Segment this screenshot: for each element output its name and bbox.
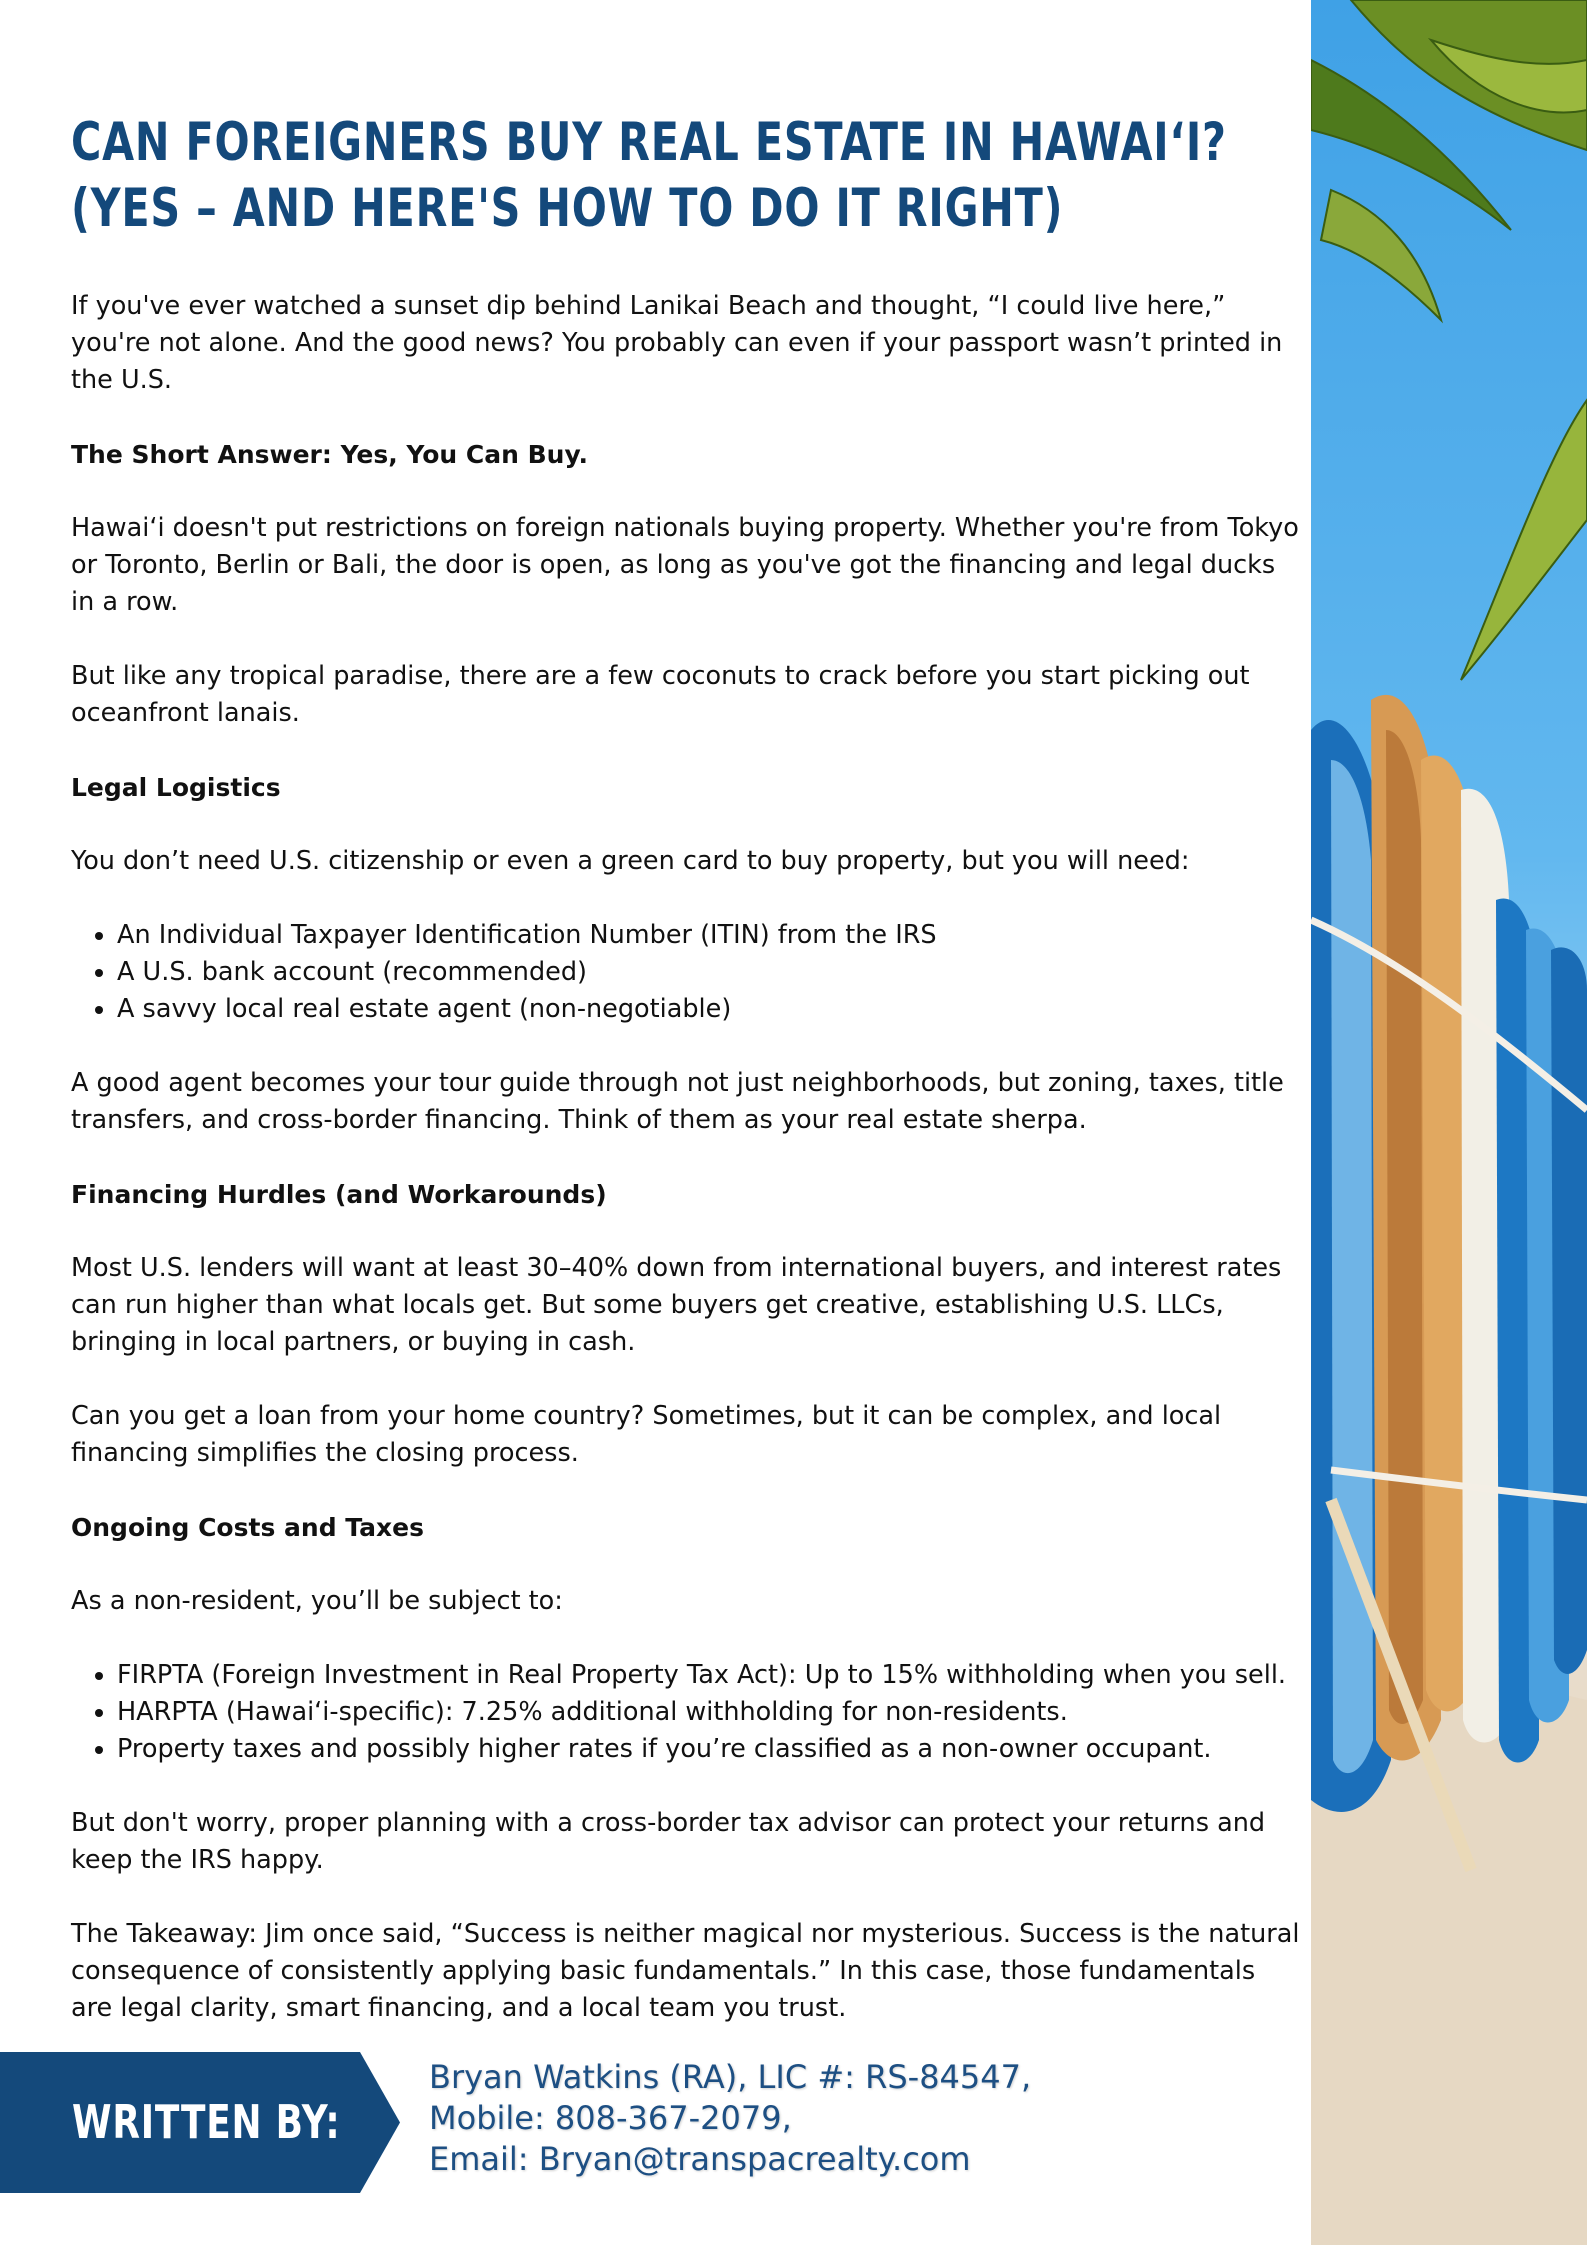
article-title [71, 110, 1241, 242]
list-item: • HARPTA (Hawai‘i-specific): 7.25% additional withholding for non-residents. [117, 1694, 1303, 1731]
author-name: Bryan Watkins (RA), LIC #: RS-84547, [429, 2058, 1032, 2096]
article-title-line-2: (YES – AND HERE'S HOW TO DO IT RIGHT) [71, 178, 1064, 239]
short-answer-heading: The Short Answer: Yes, You Can Buy. [71, 440, 588, 469]
written-by-label: WRITTEN BY: [72, 2095, 341, 2149]
list-item: • A savvy local real estate agent (non-negotiable) [117, 991, 1303, 1028]
intro-paragraph: If you've ever watched a sunset dip behind Lanikai Beach and thought, “I could live here,” you're not alone. And the good news? You probably can even if your passport wasn’t printed in the U.S. [71, 291, 1283, 395]
legal-paragraph-2: A good agent becomes your tour guide through not just neighborhoods, but zoning, taxes, title transfers, and cross-border financing. Think of them as your real estate sherpa. [71, 1068, 1284, 1135]
list-item: • A U.S. bank account (recommended) [117, 954, 1303, 991]
takeaway-paragraph: The Takeaway: Jim once said, “Success is neither magical nor mysterious. Success is the natural consequence of consistently applying basic fundamentals.” In this case, those fundamentals are legal clarity, smart financing, and a local team you trust. [71, 1919, 1300, 2023]
legal-paragraph-1: You don’t need U.S. citizenship or even a green card to buy property, but you will need: [71, 846, 1190, 876]
article [71, 110, 1303, 2064]
article-body [71, 288, 1303, 2027]
list-item: • Property taxes and possibly higher rates if you’re classified as a non-owner occupant. [117, 1731, 1303, 1768]
costs-paragraph-2: But don't worry, proper planning with a cross-border tax advisor can protect your returns and keep the IRS happy. [71, 1808, 1266, 1875]
list-item: • FIRPTA (Foreign Investment in Real Property Tax Act): Up to 15% withholding when you sell. [117, 1657, 1303, 1694]
financing-paragraph-2: Can you get a loan from your home country? Sometimes, but it can be complex, and local financing simplifies the closing process. [71, 1401, 1222, 1468]
author-email: Email: Bryan@transpacrealty.com [429, 2140, 971, 2178]
financing-heading: Financing Hurdles (and Workarounds) [71, 1180, 607, 1209]
author-mobile: Mobile: 808-367-2079, [429, 2099, 792, 2137]
list-item: • An Individual Taxpayer Identification Number (ITIN) from the IRS [117, 917, 1303, 954]
article-title-line-1: CAN FOREIGNERS BUY REAL ESTATE IN HAWAI‘I? [71, 112, 1227, 173]
costs-list [71, 1657, 1303, 1768]
financing-paragraph-1: Most U.S. lenders will want at least 30–40% down from international buyers, and interest rates can run higher than what locals get. But some buyers get creative, establishing U.S. LLCs, bringing in local partners, or buying in cash. [71, 1253, 1282, 1357]
legal-requirements-list [71, 917, 1303, 1028]
costs-paragraph-1: As a non-resident, you’ll be subject to: [71, 1586, 563, 1616]
costs-heading: Ongoing Costs and Taxes [71, 1513, 424, 1542]
beach-photo-illustration [1311, 0, 1587, 2245]
short-answer-paragraph-1: Hawai‘i doesn't put restrictions on foreign nationals buying property. Whether you're from Tokyo or Toronto, Berlin or Bali, the door is open, as long as you've got the financing and legal ducks in a row. [71, 513, 1299, 617]
palm-frond-icon [1311, 0, 1587, 680]
author-contact [429, 2057, 1031, 2180]
short-answer-paragraph-2: But like any tropical paradise, there are a few coconuts to crack before you start picking out oceanfront lanais. [71, 661, 1250, 728]
surfboard-icon [1311, 695, 1587, 1812]
beach-surfboards-photo [1311, 0, 1587, 2245]
legal-heading: Legal Logistics [71, 773, 281, 802]
